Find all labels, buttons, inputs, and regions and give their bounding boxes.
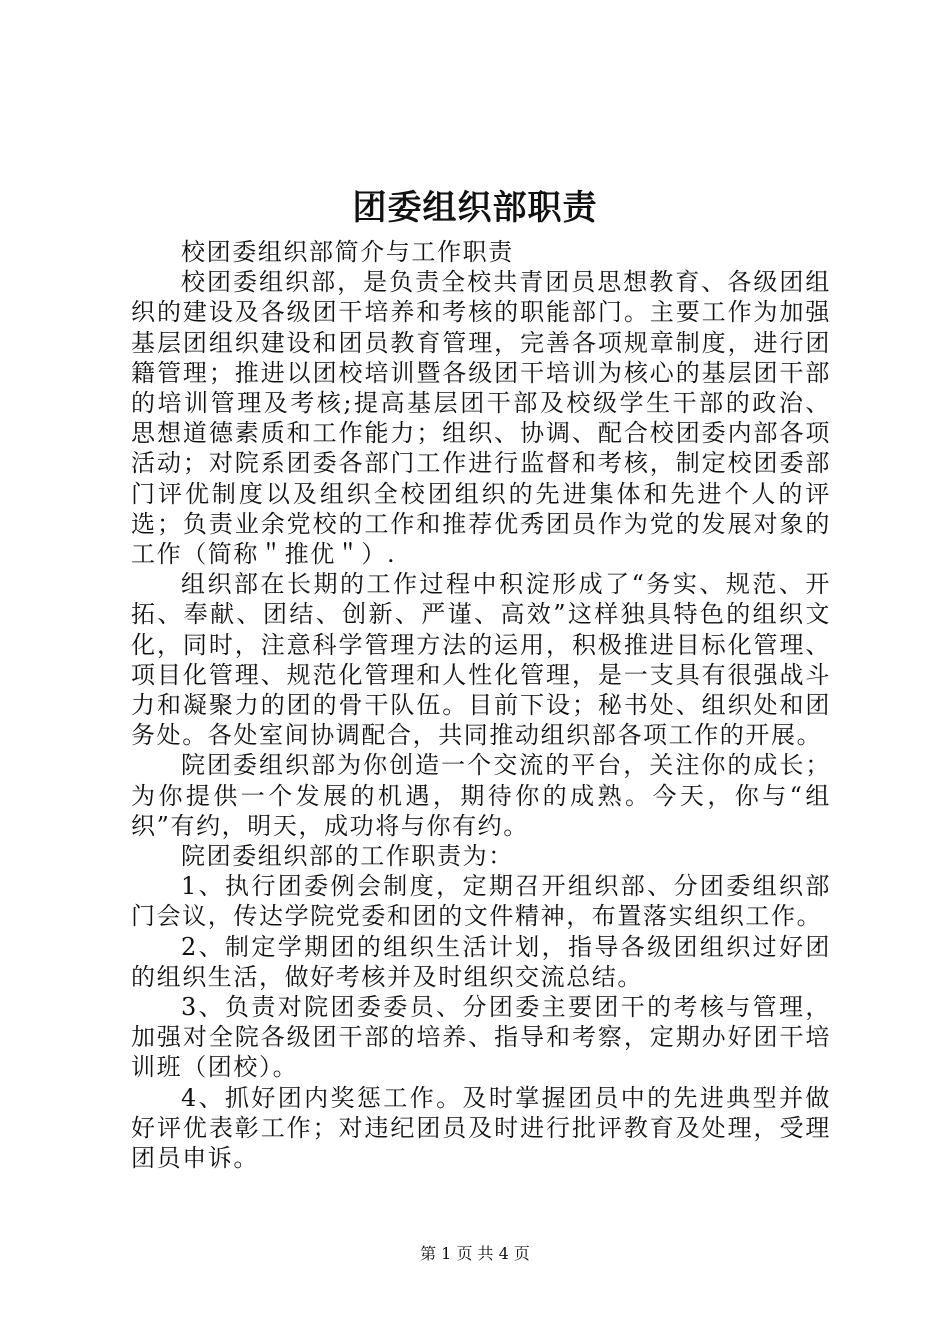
document-title: 团委组织部职责 [352,188,598,228]
duty-item: 3、负责对院团委委员、分团委主要团干的考核与管理，加强对全院各级团干部的培养、指导和考察，定期办好团干培训班（团校）。 [131,993,831,1082]
intro-heading: 校团委组织部简介与工作职责 [181,238,514,266]
page-number-footer: 第 1 页 共 4 页 [420,1244,530,1263]
document-body [131,237,831,1173]
duty-item: 4、抓好团内奖惩工作。及时掌握团员中的先进典型并做好评优表彰工作；对违纪团员及时进行批评教育及处理，受理团员申诉。 [131,1083,831,1173]
duty-item: 2、制定学期团的组织生活计划，指导各级团组织过好团的组织生活，做好考核并及时组织交流总结。 [131,932,831,991]
duties-heading: 院团委组织部的工作职责为： [181,842,514,871]
duty-item: 1、执行团委例会制度，定期召开组织部、分团委组织部门会议，传达学院党委和团的文件精神，布置落实组织工作。 [131,872,831,931]
body-paragraph: 校团委组织部，是负责全校共青团员思想教育、各级团组织的建设及各级团干培养和考核的职能部门。主要工作为加强基层团组织建设和团员教育管理，完善各项规章制度，进行团籍管理；推进以团校培训暨各级团干培训为核心的基层团干部的培训管理及考核;提高基层团干部及校级学生干部的政治、思想道德素质和工作能力；组织、协调、配合校团委内部各项活动；对院系团委各部门工作进行监督和考核，制定校团委部门评优制度以及组织全校团组织的先进集体和先进个人的评选；负责业余党校的工作和推荐优秀团员作为党的发展对象的工作（简称＂推优＂）. [131,268,831,569]
body-paragraph: 组织部在长期的工作过程中积淀形成了“务实、规范、开拓、奉献、团结、创新、严谨、高效”这样独具特色的组织文化，同时，注意科学管理方法的运用，积极推进目标化管理、项目化管理、规范化管理和人性化管理，是一支具有很强战斗力和凝聚力的团的骨干队伍。目前下设；秘书处、组织处和团务处。各处室间协调配合，共同推动组织部各项工作的开展。 [131,570,831,750]
body-paragraph: 院团委组织部为你创造一个交流的平台，关注你的成长；为你提供一个发展的机遇，期待你的成熟。今天，你与“组织”有约，明天，成功将与你有约。 [131,751,831,840]
